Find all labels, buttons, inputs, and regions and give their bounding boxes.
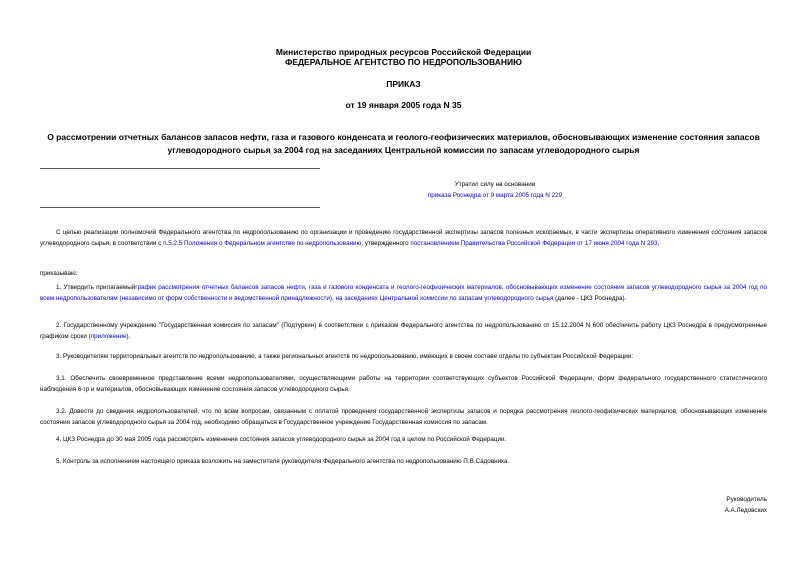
repeal-order-link[interactable]: приказа Роснедра от 9 марта 2005 года N 229 [427,192,563,199]
intro-text-a: С целью реализации полномочий Федерального агентства по недропользованию по организации и проведению государственной экспертизы запасов полезных ископаемых, в части экспертизы оперативного изменения состояния запасов углеводородного сырья, в соответствии с [40,229,767,247]
ministry-name: Министерство природных ресурсов Российской Федерации [275,47,532,57]
signatory-position: Руководитель [726,496,767,503]
regulation-link[interactable]: п.5.2.5 Положения о Федеральном агентстве по недропользованию [163,240,362,247]
divider-bottom [40,207,320,208]
item-4: 4. ЦКЗ Роснедра до 30 мая 2005 года рассмотреть изменение состояния запасов углеводородного сырья за 2004 год в целом по Российской Федерации. [56,436,507,443]
order-word: приказываю: [40,270,78,277]
repeal-note-label: Утратил силу на основании [454,181,536,188]
agency-name: ФЕДЕРАЛЬНОЕ АГЕНТСТВО ПО НЕДРОПОЛЬЗОВАНИЮ [285,57,522,67]
divider-top [40,168,320,169]
repeal-note-wrap [400,190,590,201]
document-type: ПРИКАЗ [386,79,421,89]
schedule-link[interactable]: график рассмотрения отчетных балансов запасов нефти, газа и газового конденсата и геолого-геофизических материалов, обосновывающих изменение состояния запасов углеводородного сырья за 2004 год по всем недропользователям (независимо от форм собственности и ведомственной принадлежности), на заседаниях Центральной комиссии по запасам углеводородного сырья [40,284,768,302]
item-2 [40,320,767,342]
item-3-2: 3.2. Довести до сведения недропользователей, что по всем вопросам, связанным с оплатой проведения государственной экспертизы запасов и порядка рассмотрения геолого-геофизических материалов, обосновывающих изменение состояния запасов углеводородного сырья за 2004 год, необходимо обращаться в Государственное учреждение Государственная комиссия по запасам. [40,408,767,426]
item-2-text-a: 2. Государственному учреждению "Государственная комиссия по запасам" (Подтуркин) в соответствии с приказом Федерального агентства по недропользованию от 15.12.2004 N 600 обеспечить работу ЦКЗ Роснедра в предусмотренные графиком сроки ( [40,322,767,340]
intro-paragraph [40,227,767,249]
document-title: О рассмотрении отчетных балансов запасов нефти, газа и газового конденсата и геолого-геофизических материалов, обосновывающих изменение состояния запасов углеводородного сырья за 2004 год на заседаниях Центральной комиссии по запасам углеводородного сырья [47,132,760,155]
item-2-text-b: ). [126,333,131,340]
signatory-name: А.А.Ледовских [724,507,767,514]
item-1-text-a: 1. Утвердить прилагаемый [56,284,136,291]
item-1-text-b: (далее - ЦКЗ Роснедра). [553,295,627,302]
item-5: 5. Контроль за исполнением настоящего приказа возложить на заместителя руководителя Федерального агентства по недропользованию П.В.Садовника. [56,458,510,465]
item-3: 3. Руководителям территориальных агентств по недропользованию, а также региональных агентств по недропользованию, имеющих в своем составе отделы по субъектам Российской Федерации: [56,353,634,360]
document-date-number: от 19 января 2005 года N 35 [345,100,462,110]
item-3-1: 3.1. Обеспечить своевременное представление всеми недропользователями, осуществляющими работы на территории соответствующих субъектов Российской Федерации, форм федерального государственного статистического наблюдения 6-гр и материалов, обосновывающих изменение состояния запасов углеводородного сырья. [40,375,767,393]
intro-text-c: , [657,240,660,247]
appendix-link[interactable]: приложение [90,333,127,340]
government-decree-link[interactable]: постановлением Правительства Российской Федерации от 17 июня 2004 года N 293 [410,240,658,247]
item-1 [40,282,767,304]
intro-text-b: , утвержденного [361,240,411,247]
